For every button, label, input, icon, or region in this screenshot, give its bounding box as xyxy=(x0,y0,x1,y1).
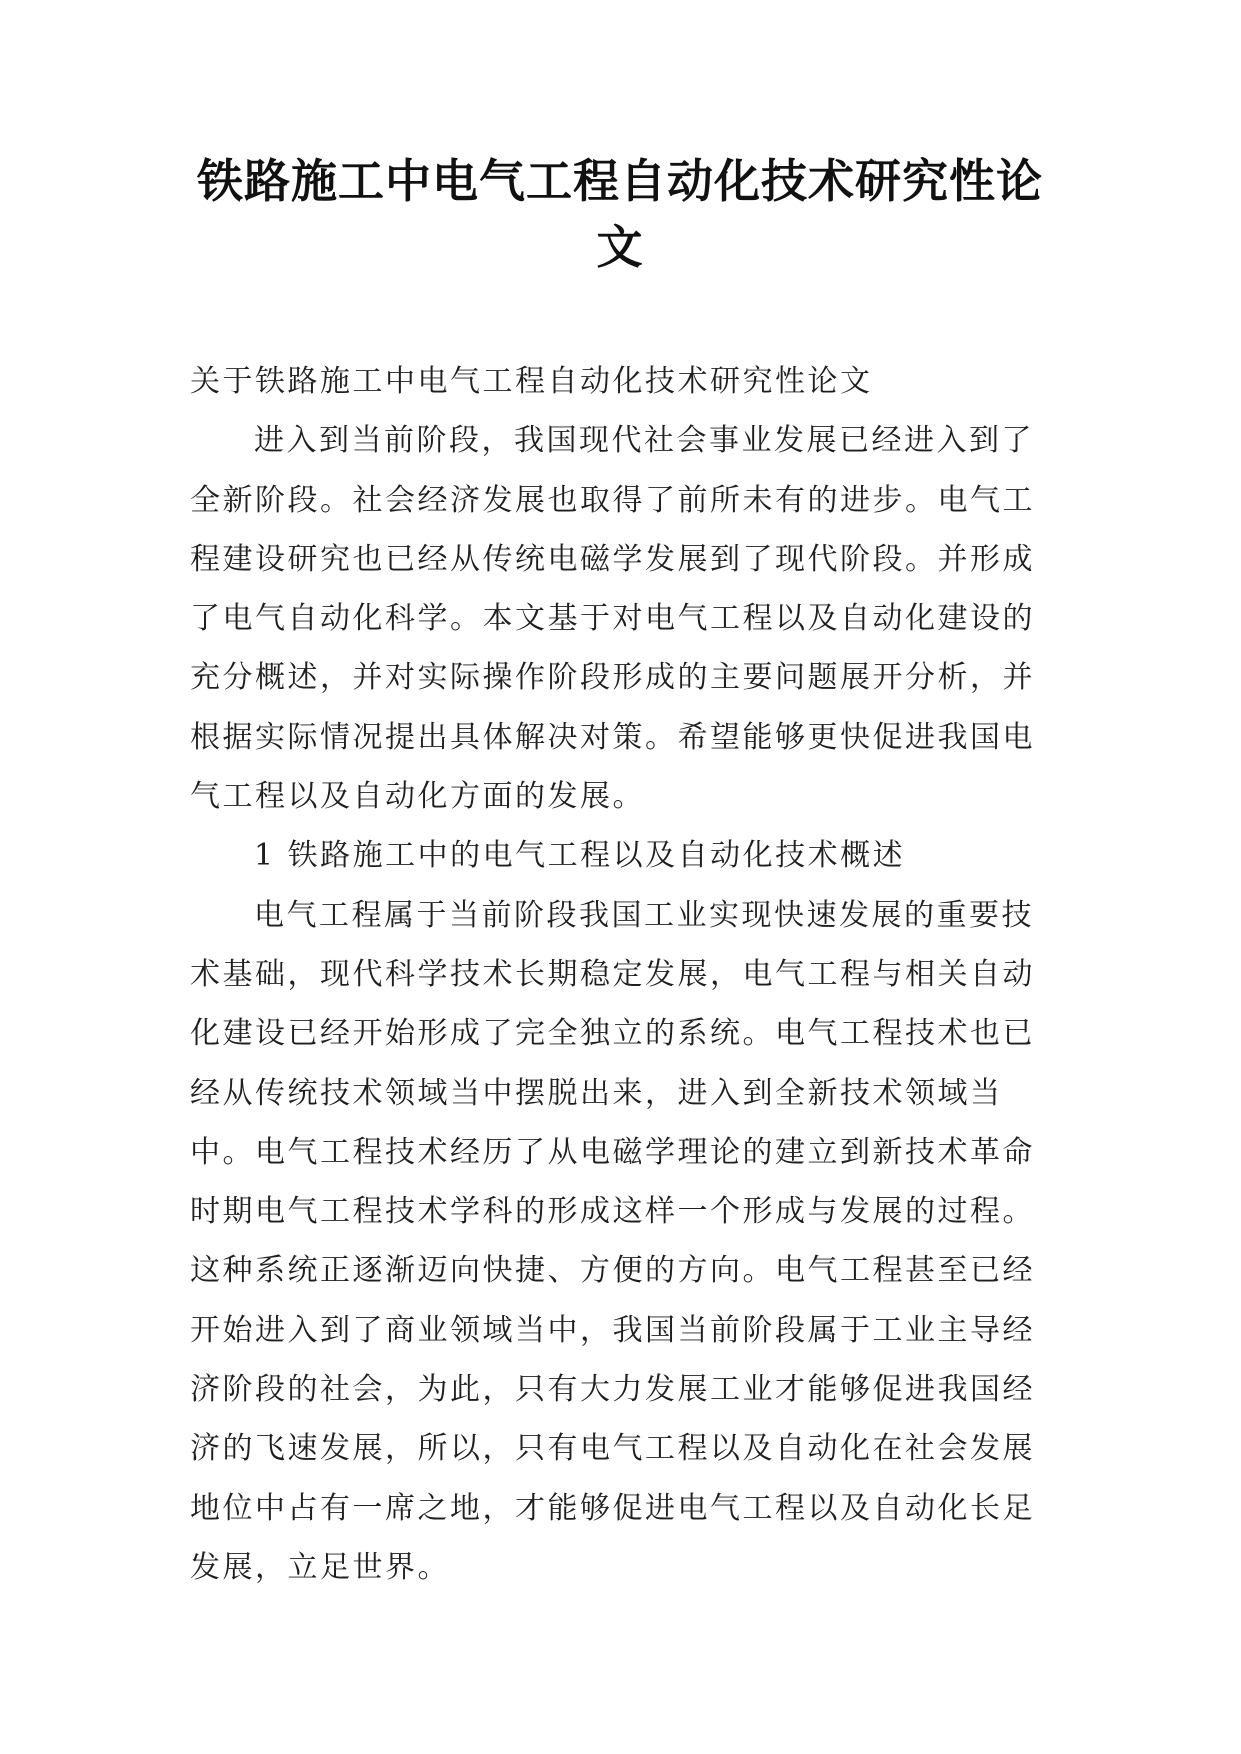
document-body xyxy=(190,352,1060,1597)
subtitle-line: 关于铁路施工中电气工程自动化技术研究性论文 xyxy=(190,364,873,399)
abstract-paragraph: 进入到当前阶段，我国现代社会事业发展已经进入到了全新阶段。社会经济发展也取得了前所未有的进步。电气工程建设研究也已经从传统电磁学发展到了现代阶段。并形成了电气自动化科学。本文基于对电气工程以及自动化建设的充分概述，并对实际操作阶段形成的主要问题展开分析，并根据实际情况提出具体解决对策。希望能够更快促进我国电气工程以及自动化方面的发展。 xyxy=(190,423,1035,815)
document-title: 铁路施工中电气工程自动化技术研究性论文 xyxy=(197,154,1043,274)
section-paragraph: 电气工程属于当前阶段我国工业实现快速发展的重要技术基础，现代科学技术长期稳定发展，电气工程与相关自动化建设已经开始形成了完全独立的系统。电气工程技术也已经从传统技术领域当中摆脱出来，进入到全新技术领域当中。电气工程技术经历了从电磁学理论的建立到新技术革命时期电气工程技术学科的形成这样一个形成与发展的过程。这种系统正逐渐迈向快捷、方便的方向。电气工程甚至已经开始进入到了商业领域当中，我国当前阶段属于工业主导经济阶段的社会，为此，只有大力发展工业才能够促进我国经济的飞速发展，所以，只有电气工程以及自动化在社会发展地位中占有一席之地，才能够促进电气工程以及自动化长足发展，立足世界。 xyxy=(190,897,1035,1585)
section-heading: 1 铁路施工中的电气工程以及自动化技术概述 xyxy=(254,838,906,874)
